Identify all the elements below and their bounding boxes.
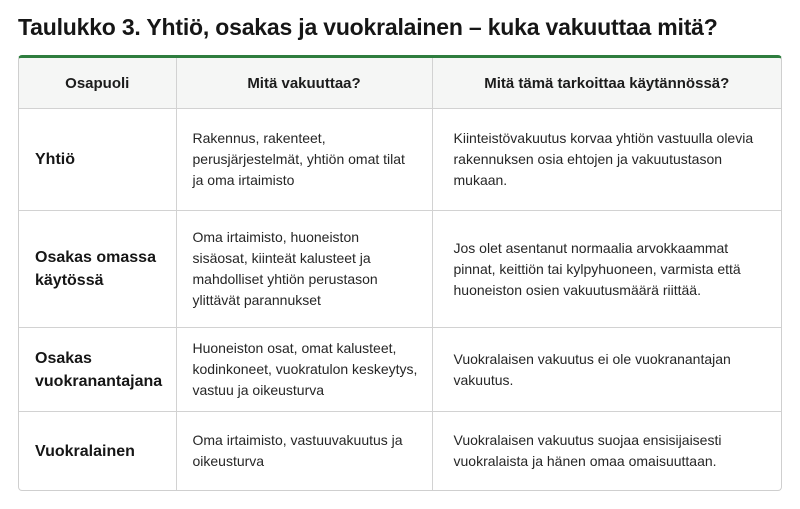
header-meaning: Mitä tämä tarkoittaa käytännössä? <box>432 58 781 109</box>
row-meaning: Kiinteistövakuutus korvaa yhtiön vastuulla olevia rakennuksen osia ehtojen ja vakuutustason mukaan. <box>432 109 781 211</box>
row-party: Vuokralainen <box>19 412 176 491</box>
row-party: Osakas vuokranantajana <box>19 328 176 412</box>
row-insures: Oma irtaimisto, huoneiston sisäosat, kiinteät kalusteet ja mahdolliset yhtiön perustason ylittävät parannukset <box>176 211 432 328</box>
table-row <box>19 109 781 211</box>
table-row <box>19 412 781 491</box>
table-title: Taulukko 3. Yhtiö, osakas ja vuokralainen – kuka vakuuttaa mitä? <box>18 14 718 40</box>
table-row <box>19 328 781 412</box>
table-header-row <box>19 58 781 109</box>
row-meaning: Vuokralaisen vakuutus suojaa ensisijaisesti vuokralaista ja hänen omaa omaisuuttaan. <box>453 432 722 469</box>
row-insures: Rakennus, rakenteet, perusjärjestelmät, yhtiön omat tilat ja oma irtaimisto <box>176 109 432 211</box>
insurance-table-grid <box>19 58 781 490</box>
header-party: Osapuoli <box>19 58 176 109</box>
row-meaning: Vuokralaisen vakuutus ei ole vuokranantajan vakuutus. <box>432 328 781 412</box>
row-insures: Oma irtaimisto, vastuuvakuutus ja oikeusturva <box>176 412 432 491</box>
row-party: Osakas omassa käytössä <box>19 211 176 328</box>
row-party: Yhtiö <box>19 109 176 211</box>
header-insures: Mitä vakuuttaa? <box>176 58 432 109</box>
table-row <box>19 211 781 328</box>
row-insures: Huoneiston osat, omat kalusteet, kodinkoneet, vuokratulon keskeytys, vastuu ja oikeusturva <box>176 328 432 412</box>
row-meaning: Jos olet asentanut normaalia arvokkaammat pinnat, keittiön tai kylpyhuoneen, varmista että huoneiston osien vakuutusmäärä riittää. <box>432 211 781 328</box>
insurance-table <box>18 55 782 491</box>
